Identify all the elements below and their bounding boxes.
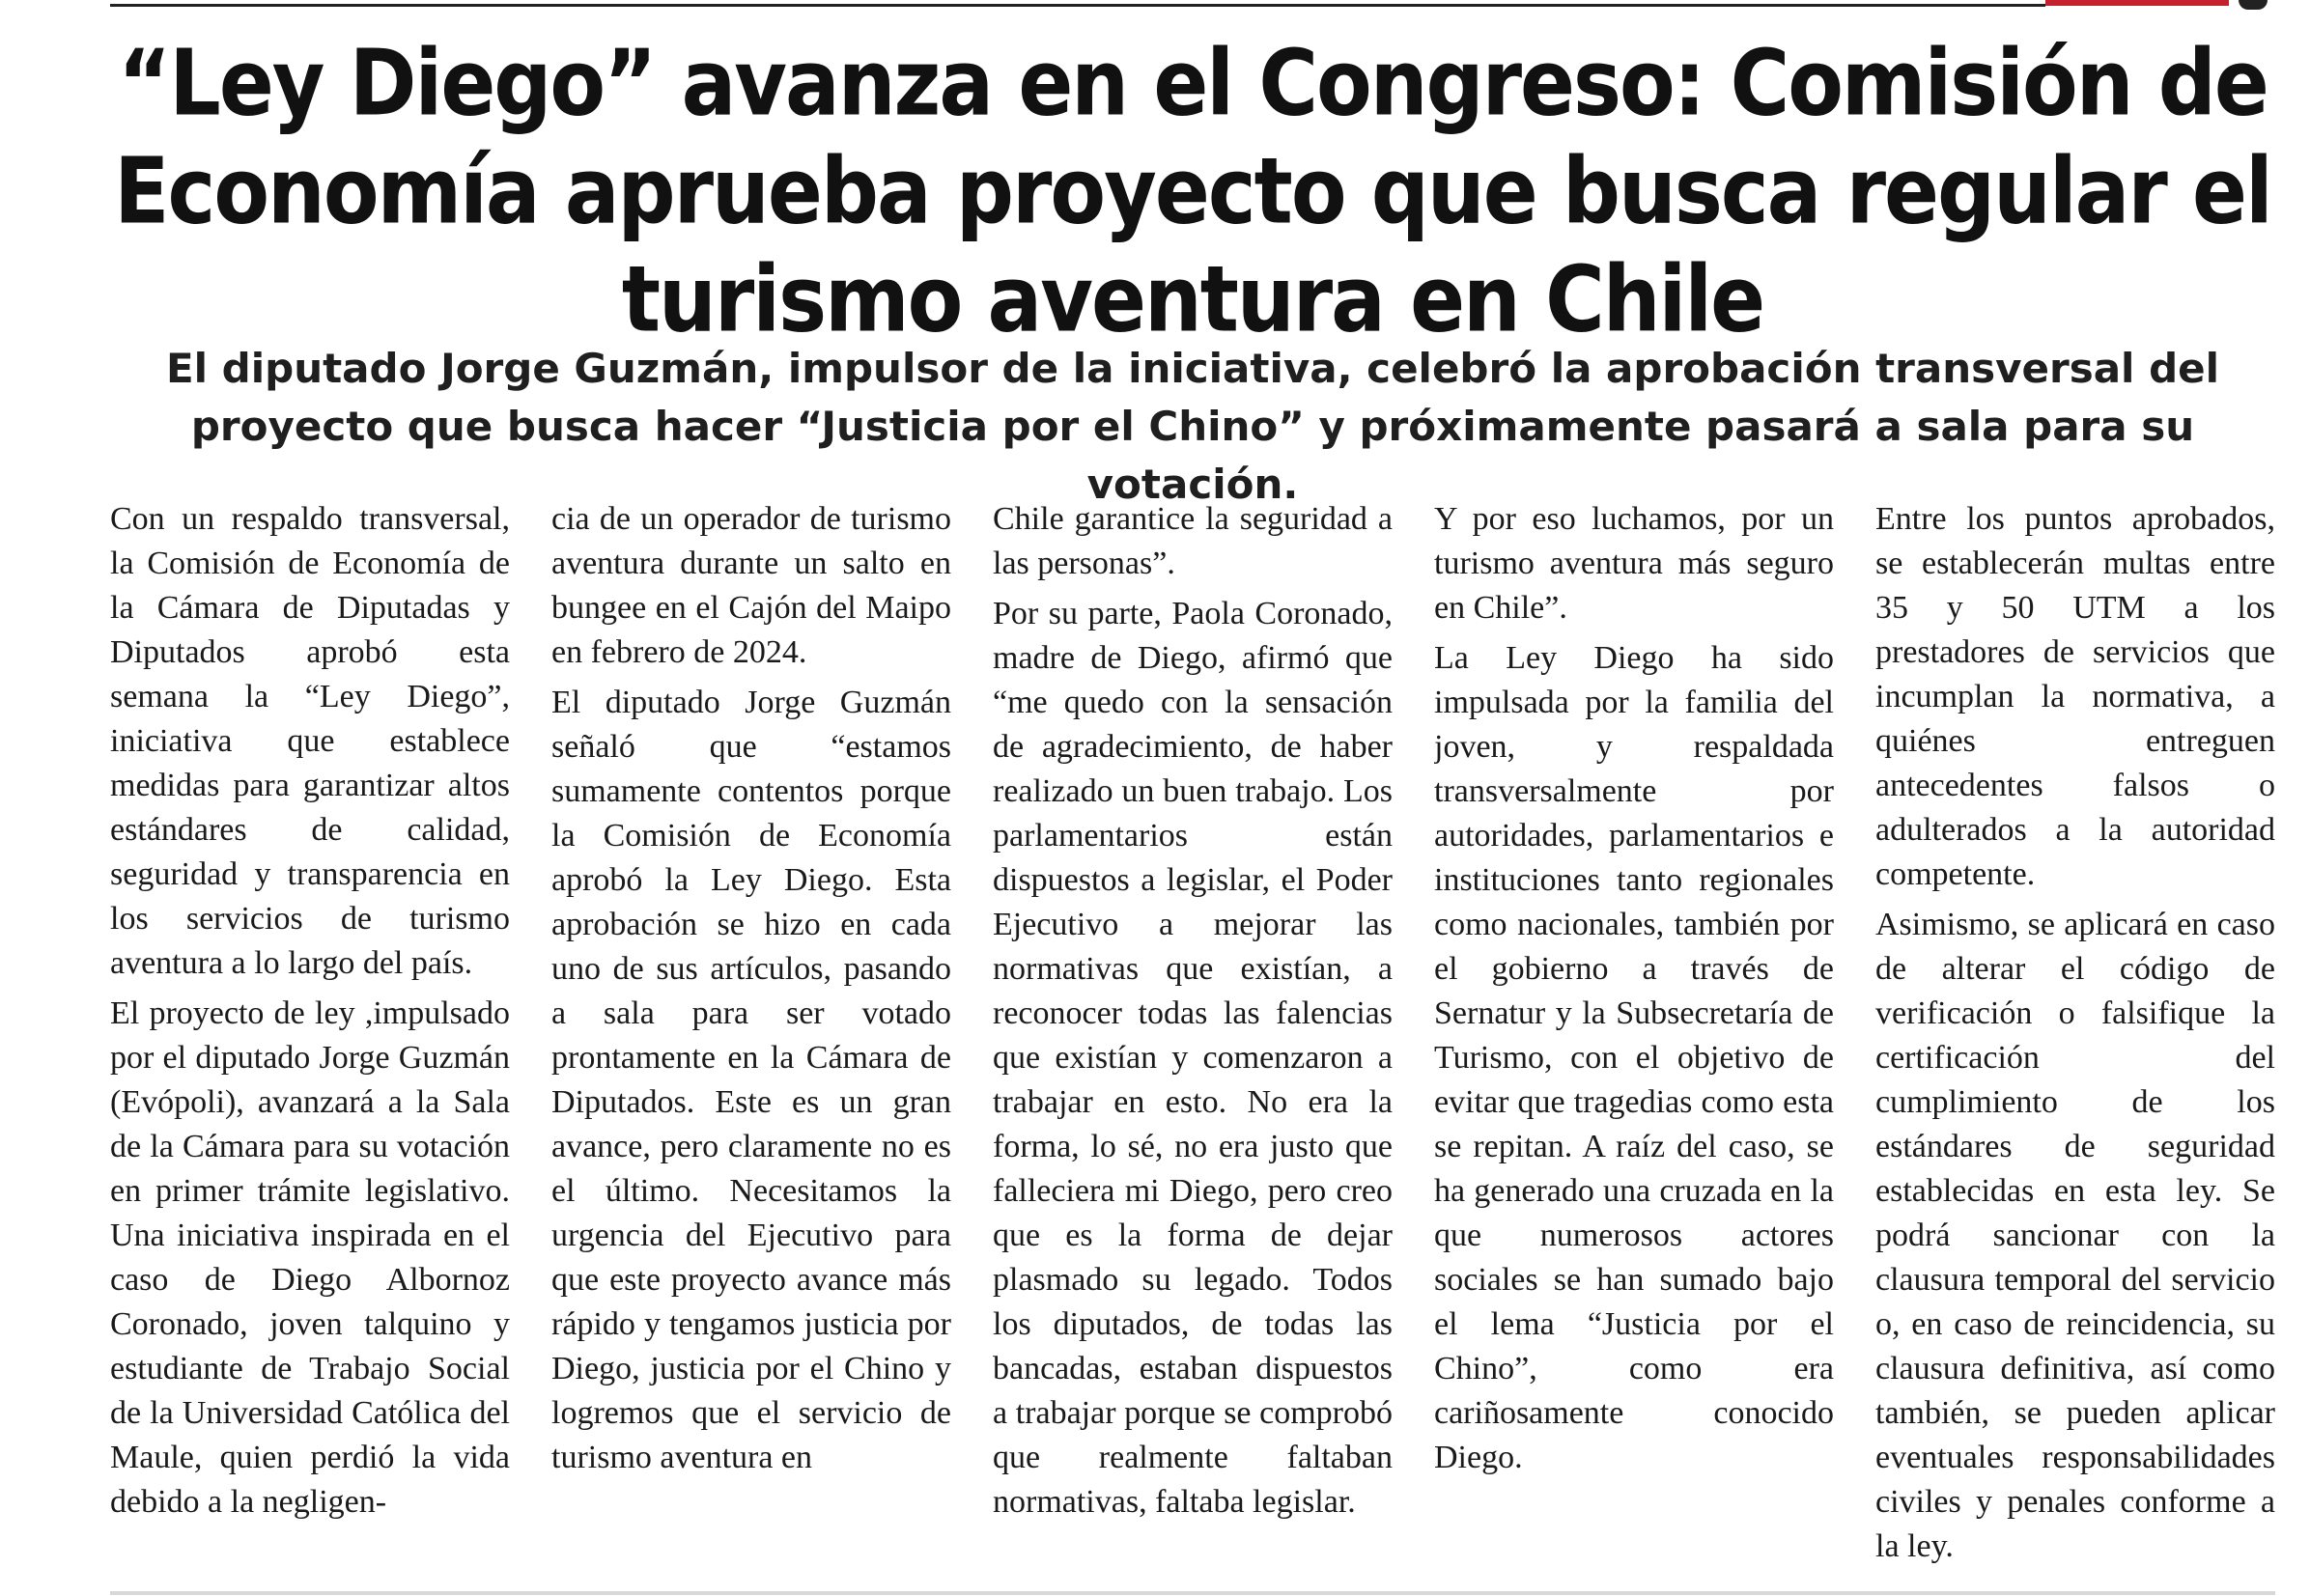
paragraph: La Ley Diego ha sido impulsada por la familia del joven, y respaldada transversalmente por autoridades, parlamentarios e instituciones tanto regionales como nacionales, también por el gobierno a través de Sernatur y la Subsecretaría de Turismo, con el objetivo de evitar que tragedias como esta se repitan. A raíz del caso, se ha generado una cruzada en la que numerosos actores sociales se han sumado bajo el lema “Justicia por el Chino”, como era cariñosamente conocido Diego. — [1434, 640, 1834, 1475]
section-accent-bar — [2045, 0, 2229, 6]
text-column-3 — [993, 497, 1393, 1569]
paragraph: El diputado Jorge Guzmán señaló que “estamos sumamente contentos porque la Comisión de Economía aprobó la Ley Diego. Esta aprobación se hizo en cada uno de sus artículos, pasando a sala para ser votado prontamente en la Cámara de Diputados. Este es un gran avance, pero claramente no es el último. Necesitamos la urgencia del Ejecutivo para que este proyecto avance más rápido y tengamos justicia por Diego, justicia por el Chino y logremos que el servicio de turismo aventura en — [551, 685, 951, 1475]
article-subheadline: El diputado Jorge Guzmán, impulsor de la iniciativa, celebró la aprobación transversal del proyecto que busca hacer “Justicia por el Chino” y próximamente pasará a sala para su votación. — [165, 345, 2220, 508]
bottom-rule — [110, 1591, 2275, 1595]
paragraph: Entre los puntos aprobados, se establecerán multas entre 35 y 50 UTM a los prestadores de servicios que incumplan la normativa, a quiénes entreguen antecedentes falsos o adulterados a la autoridad competente. — [1875, 501, 2275, 892]
paragraph: Y por eso luchamos, por un turismo aventura más seguro en Chile”. — [1434, 501, 1834, 626]
paragraph: Asimismo, se aplicará en caso de alterar el código de verificación o falsifique la certificación del cumplimiento de los estándares de seguridad establecidas en esta ley. Se podrá sancionar con la clausura temporal del servicio o, en caso de reincidencia, su clausura definitiva, así como también, se pueden aplicar eventuales responsabilidades civiles y penales conforme a la ley. — [1875, 907, 2275, 1564]
paragraph: Por su parte, Paola Coronado, madre de Diego, afirmó que “me quedo con la sensación de agradecimiento, de haber realizado un buen trabajo. Los parlamentarios están dispuestos a legislar, el Poder Ejecutivo a mejorar las normativas que existían, a reconocer todas las falencias que existían y comenzaron a trabajar en esto. No era la forma, lo sé, no era justo que falleciera mi Diego, pero creo que es la forma de dejar plasmado su legado. Todos los diputados, de todas las bancadas, estaban dispuestos a trabajar porque se comprobó que realmente faltaban normativas, faltaba legislar. — [993, 596, 1393, 1520]
page-corner-mark — [2239, 0, 2268, 10]
text-column-2 — [551, 497, 951, 1569]
text-column-4 — [1434, 497, 1834, 1569]
text-column-1 — [110, 497, 510, 1569]
text-column-5 — [1875, 497, 2275, 1569]
paragraph: Con un respaldo transversal, la Comisión de Economía de la Cámara de Diputadas y Diputados aprobó esta semana la “Ley Diego”, iniciativa que establece medidas para garantizar altos estándares de calidad, seguridad y transparencia en los servicios de turismo aventura a lo largo del país. — [110, 501, 510, 981]
article-headline: “Ley Diego” avanza en el Congreso: Comisión de Economía aprueba proyecto que busca regular el turismo aventura en Chile — [114, 30, 2271, 352]
article-body — [110, 497, 2275, 1569]
paragraph: El proyecto de ley ,impulsado por el diputado Jorge Guzmán (Evópoli), avanzará a la Sala de la Cámara para su votación en primer trámite legislativo. Una iniciativa inspirada en el caso de Diego Albornoz Coronado, joven talquino y estudiante de Trabajo Social de la Universidad Católica del Maule, quien perdió la vida debido a la negligen- — [110, 995, 510, 1520]
paragraph: Chile garantice la seguridad a las personas”. — [993, 501, 1393, 581]
paragraph: cia de un operador de turismo aventura durante un salto en bungee en el Cajón del Maipo en febrero de 2024. — [551, 501, 951, 670]
top-rule — [110, 4, 2045, 7]
